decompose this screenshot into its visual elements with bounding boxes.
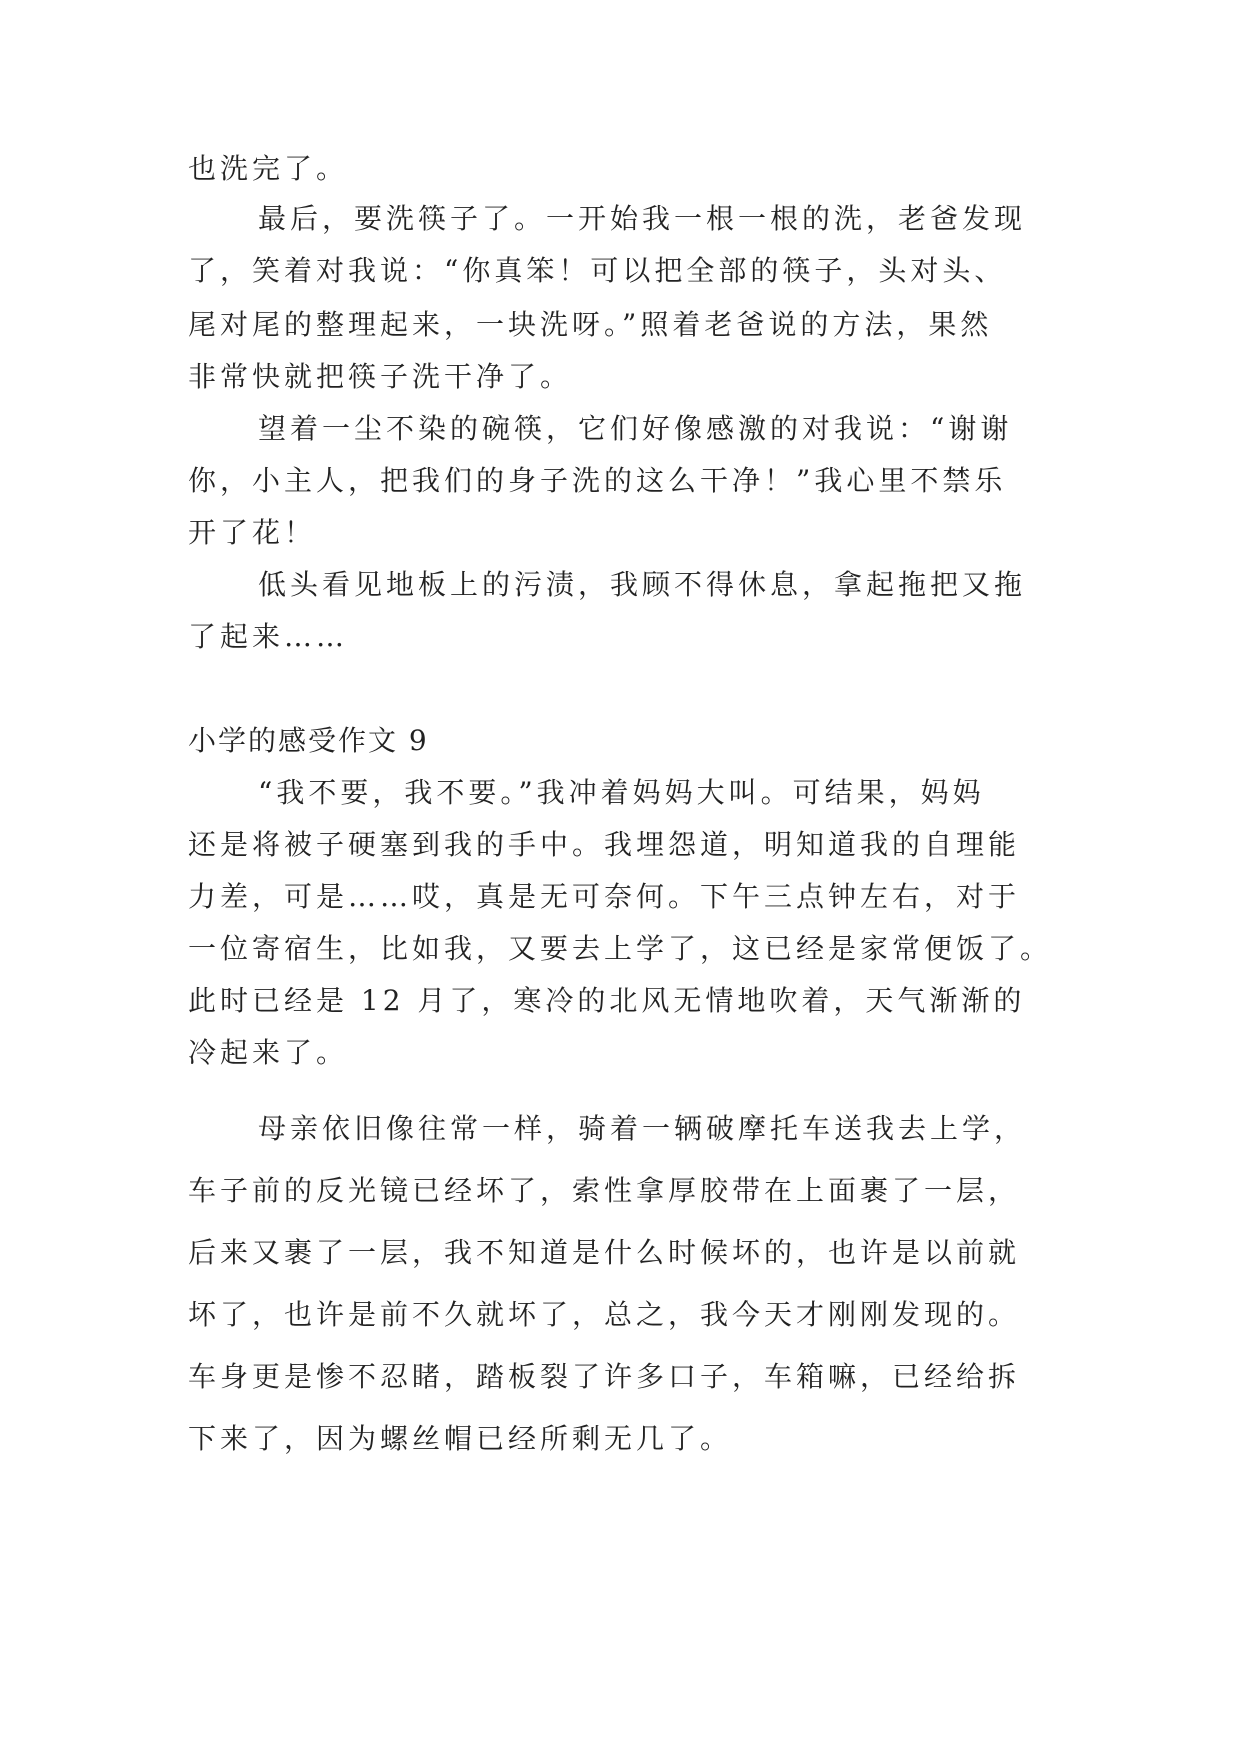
text-line: 非常快就把筷子洗干净了。 bbox=[188, 360, 573, 393]
text-line: 冷起来了。 bbox=[188, 1036, 349, 1069]
text-line: 下来了，因为螺丝帽已经所剩无几了。 bbox=[188, 1422, 733, 1455]
text-line: 也洗完了。 bbox=[188, 152, 349, 185]
text-line: 了起来…… bbox=[188, 620, 349, 653]
section-title: 小学的感受作文 9 bbox=[188, 724, 429, 757]
text-line: 坏了，也许是前不久就坏了，总之，我今天才刚刚发现的。 bbox=[188, 1298, 1021, 1331]
text-line: 此时已经是 12 月了，寒冷的北风无情地吹着，天气渐渐的 bbox=[188, 984, 1026, 1017]
text-line: “我不要，我不要。”我冲着妈妈大叫。可结果，妈妈 bbox=[258, 776, 985, 809]
text-line: 力差，可是……哎，真是无可奈何。下午三点钟左右，对于 bbox=[188, 880, 1021, 913]
text-line: 尾对尾的整理起来，一块洗呀。”照着老爸说的方法，果然 bbox=[188, 308, 993, 341]
text-line: 望着一尘不染的碗筷，它们好像感激的对我说：“谢谢 bbox=[258, 412, 1013, 445]
text-line: 母亲依旧像往常一样，骑着一辆破摩托车送我去上学， bbox=[258, 1112, 1027, 1145]
text-line: 车身更是惨不忍睹，踏板裂了许多口子，车箱嘛，已经给拆 bbox=[188, 1360, 1021, 1393]
text-line: 你，小主人，把我们的身子洗的这么干净！”我心里不禁乐 bbox=[188, 464, 1007, 497]
text-line: 车子前的反光镜已经坏了，索性拿厚胶带在上面裹了一层， bbox=[188, 1174, 1021, 1207]
text-line: 一位寄宿生，比如我，又要去上学了，这已经是家常便饭了。 bbox=[188, 932, 1053, 965]
text-line: 了，笑着对我说：“你真笨！可以把全部的筷子，头对头、 bbox=[188, 254, 1007, 287]
text-line: 低头看见地板上的污渍，我顾不得休息，拿起拖把又拖 bbox=[258, 568, 1027, 601]
text-line: 还是将被子硬塞到我的手中。我埋怨道，明知道我的自理能 bbox=[188, 828, 1021, 861]
text-line: 后来又裹了一层，我不知道是什么时候坏的，也许是以前就 bbox=[188, 1236, 1021, 1269]
text-line: 开了花！ bbox=[188, 516, 317, 549]
text-line: 最后，要洗筷子了。一开始我一根一根的洗，老爸发现 bbox=[258, 202, 1027, 235]
